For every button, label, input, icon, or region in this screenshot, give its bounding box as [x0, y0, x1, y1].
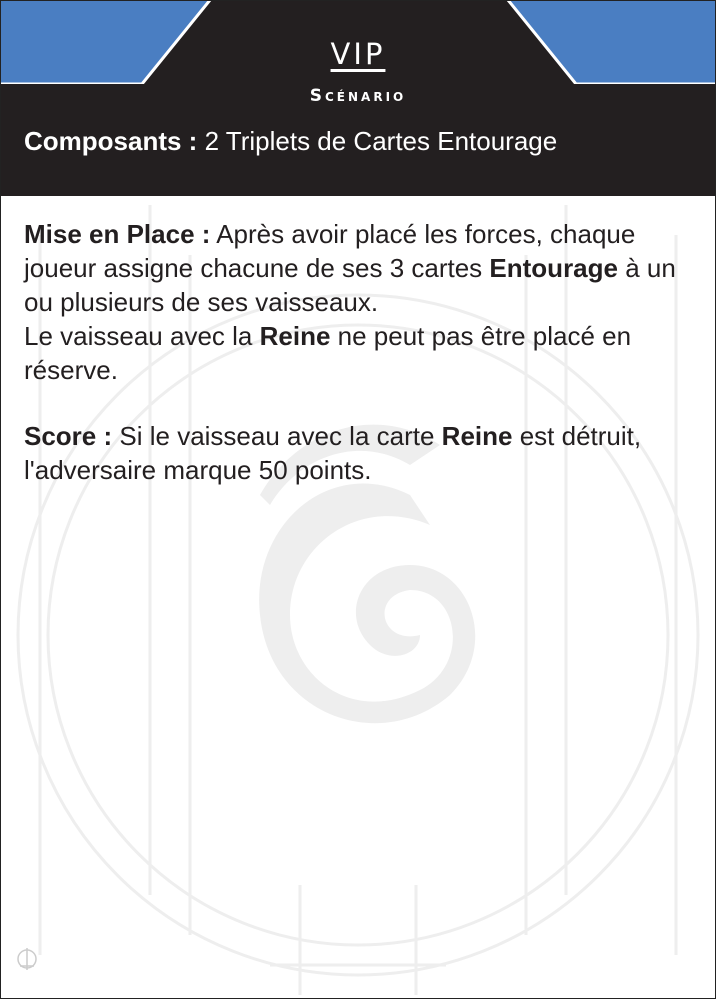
components-line	[24, 124, 704, 158]
setup-paragraph-2	[24, 319, 700, 387]
components-label: Composants :	[24, 126, 198, 156]
faction-mark-icon	[14, 946, 40, 972]
setup-text: à un ou plusieurs de ses vaisseaux.	[24, 253, 676, 317]
score-text: Si le vaisseau avec la carte	[119, 421, 435, 451]
setup-keyword-reine: Reine	[259, 321, 331, 351]
score-keyword-reine: Reine	[441, 421, 513, 451]
setup-label: Mise en Place :	[24, 219, 211, 249]
setup-text: ne peut pas être placé en réserve.	[24, 321, 632, 385]
setup-section	[24, 217, 700, 387]
setup-paragraph-1	[24, 217, 700, 319]
setup-text: Après avoir placé les forces, chaque joueur assigne chacune de ses 3 cartes	[24, 219, 636, 283]
components-text: 2 Triplets de Cartes Entourage	[204, 126, 558, 156]
score-paragraph	[24, 419, 700, 487]
setup-keyword-entourage: Entourage	[489, 253, 618, 283]
card-header	[0, 0, 716, 196]
score-label: Score :	[24, 421, 113, 451]
score-text: est détruit, l'adversaire marque 50 points.	[24, 421, 642, 485]
card-subtitle: Scénario	[309, 86, 407, 106]
setup-text: Le vaisseau avec la	[24, 321, 253, 351]
card-title: VIP	[330, 37, 386, 71]
score-section	[24, 419, 700, 487]
